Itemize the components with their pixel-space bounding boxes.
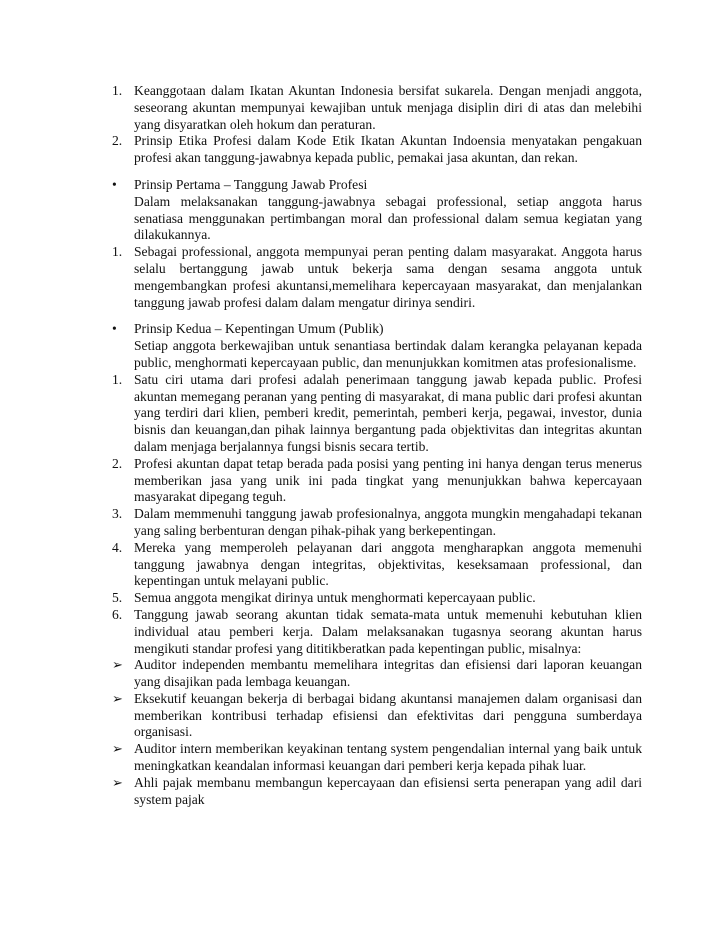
- arrow-item-text: Auditor independen membantu memelihara integritas dan efisiensi dari laporan keuangan yang disajikan pada lembaga keuangan.: [134, 657, 642, 690]
- principle-one-heading: Prinsip Pertama – Tanggung Jawab Profesi: [134, 176, 368, 192]
- arrow-bullet-icon: ➢: [112, 657, 123, 673]
- principle-one-body: Dalam melaksanakan tanggung-jawabnya sebagai professional, setiap anggota harus senatiasa menggunakan pertimbangan moral dan professional dalam semua kegiatan yang dilakukannya.: [134, 193, 642, 243]
- spacer: [112, 311, 642, 321]
- list-number: 3.: [112, 506, 123, 522]
- principle-two-item-3: [112, 506, 642, 540]
- arrow-item-4: [112, 775, 642, 809]
- list-number: 2.: [112, 133, 123, 149]
- principle-two-item-text: Dalam memmenuhi tanggung jawab profesionalnya, anggota mungkin mengahadapi tekanan yang saling berbenturan dengan pihak-pihak yang berkepentingan.: [134, 506, 642, 538]
- principle-two-item-1: [112, 372, 642, 456]
- principle-one-item-1: [112, 244, 642, 311]
- principle-two-heading: Prinsip Kedua – Kepentingan Umum (Publik): [134, 321, 384, 337]
- principle-one-heading-block: [112, 177, 642, 244]
- arrow-item-text: Eksekutif keuangan bekerja di berbagai bidang akuntansi manajemen dalam organisasi dan memberikan kontribusi terhadap efisiensi dan efektivitas dari pengguna sumberdaya organisasi.: [134, 690, 642, 740]
- bullet-icon: •: [112, 321, 117, 337]
- list-number: 6.: [112, 606, 123, 622]
- principle-two-item-text: Tanggung jawab seorang akuntan tidak semata-mata untuk memenuhi kebutuhan klien individual atau pemberi kerja. Dalam melaksanakan tugasnya seorang akuntan harus mengikuti standar profesi yang dititikberatkan pada kepentingan public, misalnya:: [134, 606, 642, 656]
- list-number: 1.: [112, 371, 123, 387]
- arrow-bullet-icon: ➢: [112, 774, 123, 790]
- principle-two-item-2: [112, 456, 642, 506]
- arrow-item-1: [112, 657, 642, 691]
- principle-two-item-text: Profesi akuntan dapat tetap berada pada posisi yang penting ini hanya dengan terus menerus memberikan jasa yang unik ini pada tingkat yang menunjukkan bahwa kepercayaan masyarakat dipegang teguh.: [134, 455, 642, 505]
- principle-one-item-text: Sebagai professional, anggota mempunyai peran penting dalam masyarakat. Anggota harus selalu bertanggung jawab untuk bekerja sama dengan sesama anggota untuk mengembangkan profesi akuntansi,memelihara kepercayaan masyarakat, dan menjalankan tanggung jawab profesi dalam dalam mengatur dirinya sendiri.: [134, 244, 642, 310]
- arrow-bullet-icon: ➢: [112, 690, 123, 706]
- arrow-item-text: Auditor intern memberikan keyakinan tentang system pengendalian internal yang baik untuk meningkatkan keandalan informasi keuangan dari pemberi kerja kepada pihak luar.: [134, 741, 642, 774]
- principle-two-body: Setiap anggota berkewajiban untuk senantiasa bertindak dalam kerangka pelayanan kepada public, menghormati kepercayaan public, dan menunjukkan komitmen atas profesionalisme.: [134, 338, 642, 370]
- arrow-item-2: [112, 691, 642, 741]
- principle-two-item-4: [112, 540, 642, 590]
- principle-two-item-text: Semua anggota mengikat dirinya untuk menghormati kepercayaan public.: [134, 590, 536, 606]
- principle-two-item-5: [112, 590, 642, 607]
- spacer: [112, 167, 642, 177]
- arrow-item-3: [112, 741, 642, 775]
- principle-two-heading-block: [112, 321, 642, 371]
- intro-item-2: [112, 133, 642, 167]
- list-number: 4.: [112, 539, 123, 555]
- principle-two-item-6: [112, 607, 642, 657]
- list-number: 5.: [112, 590, 123, 606]
- bullet-icon: •: [112, 176, 117, 192]
- intro-item-text: Keanggotaan dalam Ikatan Akuntan Indonesia bersifat sukarela. Dengan menjadi anggota, seseorang akuntan mempunyai kewajiban untuk menjaga disiplin diri di atas dan melebihi yang disyaratkan oleh hokum dan peraturan.: [134, 83, 642, 132]
- intro-item-1: [112, 83, 642, 133]
- list-number: 1.: [112, 83, 123, 98]
- principle-two-item-text: Mereka yang memperoleh pelayanan dari anggota mengharapkan anggota memenuhi tanggung jawabnya dengan integritas, objektivitas, keseksamaan professional, dan kepentingan untuk melayani public.: [134, 539, 642, 589]
- arrow-bullet-icon: ➢: [112, 741, 123, 757]
- list-number: 1.: [112, 244, 123, 260]
- principle-two-item-text: Satu ciri utama dari profesi adalah penerimaan tanggung jawab kepada public. Profesi akuntan memegang peranan yang penting di masyarakat, di mana public dari profesi akuntan yang terdiri dari klien, pemberi kredit, pemerintah, pemberi kerja, pegawai, investor, dunia bisnis dan keuangan,dan pihak lainnya bergantung pada objektivitas dan integritas akuntan dalam menjaga berjalannya fungsi bisnis secara tertib.: [134, 371, 642, 454]
- document-page: [112, 83, 642, 808]
- list-number: 2.: [112, 455, 123, 471]
- arrow-item-text: Ahli pajak membanu membangun kepercayaan dan efisiensi serta penerapan yang adil dari system pajak: [134, 774, 642, 807]
- intro-item-text: Prinsip Etika Profesi dalam Kode Etik Ikatan Akuntan Indoensia menyatakan pengakuan profesi akan tanggung-jawabnya kepada public, pemakai jasa akuntan, dan rekan.: [134, 133, 642, 166]
